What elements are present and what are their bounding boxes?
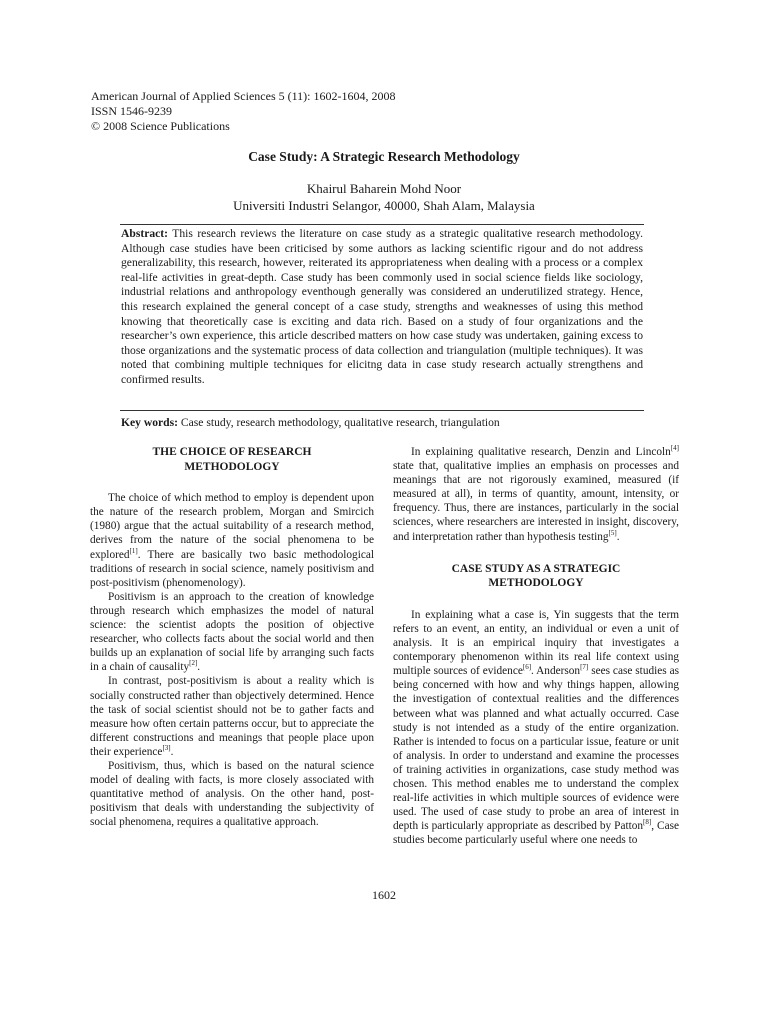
copyright: © 2008 Science Publications (91, 119, 230, 133)
author-block (0, 180, 768, 214)
abstract-text: This research reviews the literature on case study as a strategic qualitative research methodology. Although case studies have been criticised by some authors as lacking scientific rigour and do not address generalizability, this research, however, reiterated its appropriateness when dealing with a process or a complex real-life activities in great-depth. Case study has been commonly used in social science fields like sociology, industrial relations and anthropology eventhough generally was considered an underutilized strategy. Hence, this research explained the general concept of a case study, strengths and weaknesses of using this method knowing that theoretically case is exciting and data rich. Based on a study of four organizations and the researcher’s own experience, this article described matters on how case study was undertaken, gaining excess to those organizations and the systematic process of data collection and triangulation (multiple techniques). It was noted that combining multiple techniques for elicitng data in case study research actually strengthens and confirmed results. (121, 227, 643, 386)
left-column (90, 445, 374, 829)
paragraph: The choice of which method to employ is dependent upon the nature of the research problem, Morgan and Smircich (1980) argue that the actual suitability of a research method, derives from the nature of the social phenomena to be explored[1]. There are basically two basic methodological traditions of research in social science, namely positivism and post-positivism (phenomenology). (90, 492, 374, 589)
citation-ref: [3] (162, 744, 171, 753)
author-name: Khairul Baharein Mohd Noor (306, 181, 462, 196)
paragraph: Positivism, thus, which is based on the natural science model of dealing with facts, is more closely associated with quantitative method of analysis. On the other hand, post-positivism that deals with understanding the subjectivity of social phenomena, requires a qualitative approach. (90, 759, 374, 829)
paragraph: In explaining what a case is, Yin suggests that the term refers to an event, an entity, an individual or even a unit of analysis. It is an empirical inquiry that investigates a contemporary phenomenon within its real life context using multiple sources of evidence[6]. Anderson[7] sees case studies as being concerned with how and why things happen, allowing the investigation of contextual realities and the differences between what was planned and what actually occurred. Case study is not intended as a study of the entire organization. Rather is intended to focus on a particular issue, feature or unit of analysis. In order to understand and examine the processes of training activities in organizations, case study method was chosen. This method enables me to understand the complex real-life activities in which multiple sources of evidence were used. The used of case study to probe an area of interest in depth is particularly appropriate as described by Patton[8], Case studies become particularly useful where one needs to (393, 608, 680, 847)
keywords-text: Case study, research methodology, qualitative research, triangulation (180, 416, 500, 429)
keywords (121, 416, 643, 431)
keywords-label: Key words: (121, 416, 178, 429)
abstract (121, 227, 643, 388)
citation-ref: [4] (670, 444, 679, 453)
issn: ISSN 1546-9239 (91, 104, 173, 118)
paragraph: In explaining qualitative research, Denzin and Lincoln[4] state that, qualitative implies an emphasis on processes and meanings that are not rigorously examined, measured (if measured at all), in terms of quantity, amount, intensity, or frequency. Thus, there are instances, particularly in the social sciences, where researchers are interested in insight, discovery, and interpretation rather than hypothesis testing[5]. (393, 444, 679, 543)
citation-ref: [6] (522, 663, 532, 672)
section-heading-case-study: CASE STUDY AS A STRATEGIC METHODOLOGY (451, 562, 621, 590)
citation-ref: [5] (608, 528, 617, 537)
abstract-bottom-rule (120, 410, 644, 411)
citation-ref: [2] (189, 659, 198, 668)
citation-ref: [8] (643, 818, 652, 827)
abstract-label: Abstract: (121, 227, 169, 240)
journal-citation: American Journal of Applied Sciences 5 (11): 1602-1604, 2008 (91, 89, 396, 103)
journal-header (91, 89, 396, 134)
citation-ref: [1] (129, 546, 138, 555)
paragraph: In contrast, post-positivism is about a reality which is socially constructed rather than objectively determined. Hence the task of social scientist should not be to gather facts and measure how often certain patterns occur, but to appreciate the different constructions and meanings that people place upon their experience[3]. (90, 675, 374, 758)
page-number: 1602 (372, 888, 396, 902)
right-column (393, 445, 679, 847)
section-heading-choice: THE CHOICE OF RESEARCH METHODOLOGY (152, 446, 312, 473)
paragraph: Positivism is an approach to the creation of knowledge through research which emphasizes the model of natural science: the scientist adopts the position of objective researcher, who collects facts about the social world and then builds up an explanation of social life by arranging such facts in a chain of causality[2]. (90, 590, 374, 674)
abstract-top-rule (120, 224, 644, 225)
author-affiliation: Universiti Industri Selangor, 40000, Shah Alam, Malaysia (233, 198, 535, 213)
citation-ref: [7] (580, 663, 589, 672)
paper-title: Case Study: A Strategic Research Methodology (248, 149, 520, 164)
